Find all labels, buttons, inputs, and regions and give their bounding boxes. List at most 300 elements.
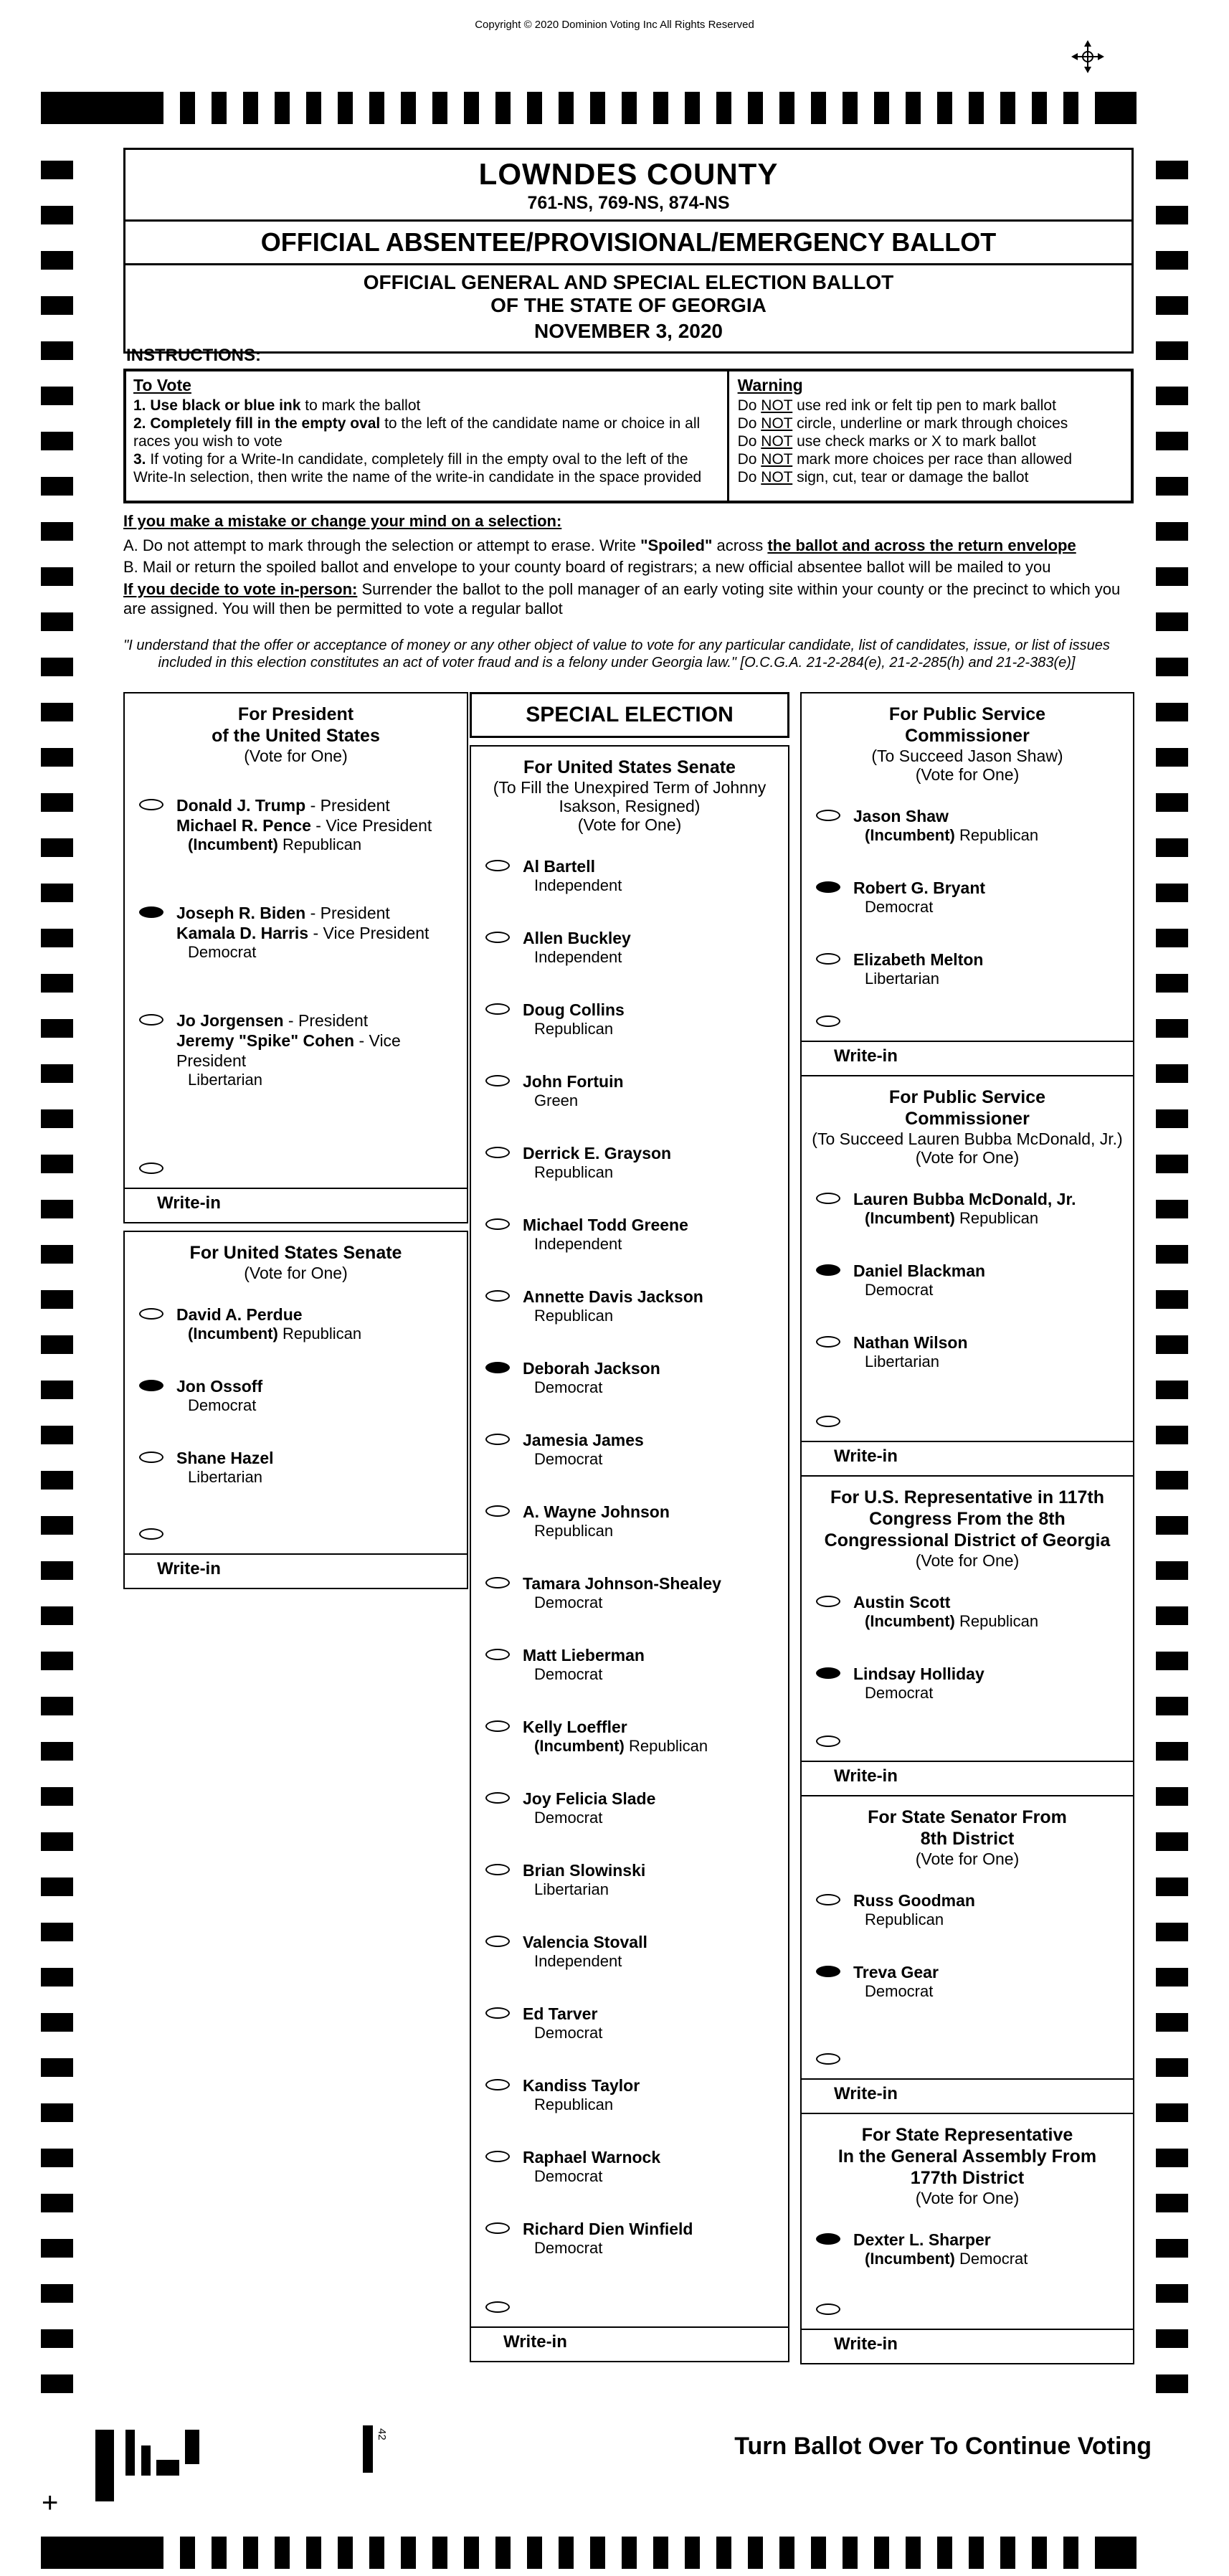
- election-title-line2: OF THE STATE OF GEORGIA: [490, 294, 767, 316]
- timing-mark: [874, 92, 889, 124]
- timing-mark: [1156, 1109, 1188, 1128]
- timing-mark: [41, 2149, 73, 2167]
- contest-title: For President: [237, 704, 354, 724]
- candidate-info: [523, 2219, 784, 2258]
- timing-mark: [41, 387, 73, 405]
- empty-oval[interactable]: [485, 1649, 510, 1660]
- timing-mark: [41, 658, 73, 676]
- write-in-section: [802, 2293, 1133, 2363]
- filled-oval[interactable]: [139, 906, 163, 918]
- candidate-info: [176, 1304, 462, 1343]
- timing-mark: [1156, 206, 1188, 224]
- timing-mark: [1156, 1381, 1188, 1399]
- write-in-oval[interactable]: [816, 2303, 840, 2315]
- candidate-info: [523, 1358, 784, 1397]
- contest-title: For State Representative: [861, 2125, 1073, 2145]
- empty-oval[interactable]: [816, 1193, 840, 1204]
- timing-mark: [1000, 2537, 1015, 2569]
- timing-mark: [779, 2537, 794, 2569]
- contest-title: Commissioner: [905, 726, 1030, 746]
- timing-mark: [622, 92, 637, 124]
- candidate-name: Matt Lieberman: [523, 1646, 645, 1665]
- timing-mark: [41, 1742, 73, 1761]
- timing-mark: [1156, 1245, 1188, 1264]
- timing-mark: [41, 793, 73, 812]
- empty-oval[interactable]: [485, 1075, 510, 1086]
- write-in-section: [802, 1725, 1133, 1795]
- timing-mark: [1063, 92, 1078, 124]
- timing-mark: [41, 296, 73, 315]
- timing-mark: [41, 1652, 73, 1670]
- write-in-section: [471, 2291, 788, 2361]
- candidate-info: [523, 2004, 784, 2042]
- timing-mark: [41, 1832, 73, 1851]
- timing-mark: [1032, 92, 1047, 124]
- candidate-name: Kamala D. Harris - Vice President: [176, 924, 430, 942]
- empty-oval[interactable]: [816, 810, 840, 821]
- timing-mark: [41, 838, 73, 857]
- candidate-info: [523, 1645, 784, 1684]
- warning-item-5: Do NOT sign, cut, tear or damage the ballot: [737, 469, 1029, 486]
- timing-mark: [41, 2103, 73, 2122]
- timing-mark: [843, 2537, 858, 2569]
- election-title-line1: OFFICIAL GENERAL AND SPECIAL ELECTION BALLOT: [363, 271, 894, 293]
- legal-notice: "I understand that the offer or acceptance of money or any other object of value to vote for any particular candidate, list of candidates, issue, or list of issues included in this election constitutes an act of voter fraud and is a felony under Georgia law." [O.C.G.A. 21-2-284(e), 21-2-285(h) and 21-2-383(e)]: [123, 638, 1110, 671]
- contest-title: of the United States: [212, 726, 380, 746]
- timing-mark: [1156, 522, 1188, 541]
- empty-oval[interactable]: [139, 1452, 163, 1463]
- timing-mark: [1156, 1290, 1188, 1309]
- candidate-name: Robert G. Bryant: [853, 879, 986, 897]
- candidate-name: Brian Slowinski: [523, 1861, 646, 1880]
- empty-oval[interactable]: [485, 1003, 510, 1015]
- contest-box: [800, 1475, 1134, 1796]
- contest-title: Congressional District of Georgia: [824, 1530, 1111, 1550]
- empty-oval[interactable]: [485, 1434, 510, 1445]
- candidate-party: Independent: [534, 876, 622, 894]
- turn-ballot-over-text: Turn Ballot Over To Continue Voting: [734, 2433, 1152, 2460]
- contest-title: For Public Service: [888, 1087, 1046, 1107]
- timing-marks-bottom: [41, 2537, 1136, 2569]
- timing-mark: [401, 92, 416, 124]
- empty-oval[interactable]: [485, 1147, 510, 1158]
- empty-oval[interactable]: [485, 1505, 510, 1517]
- empty-oval[interactable]: [816, 1336, 840, 1348]
- timing-mark: [243, 2537, 258, 2569]
- timing-mark: [1032, 2537, 1047, 2569]
- empty-oval[interactable]: [485, 1792, 510, 1804]
- empty-oval[interactable]: [485, 1936, 510, 1947]
- candidate-row: [802, 1946, 1133, 2017]
- empty-oval[interactable]: [485, 1218, 510, 1230]
- timing-mark: [590, 92, 605, 124]
- candidate-party: Democrat: [534, 2167, 603, 2185]
- timing-mark: [369, 92, 384, 124]
- vote-for-instruction: (Vote for One): [244, 747, 348, 765]
- county-name: LOWNDES COUNTY: [478, 157, 779, 191]
- candidate-row: [471, 1772, 788, 1844]
- candidate-row: [802, 1647, 1133, 1719]
- candidate-info: [523, 1215, 784, 1254]
- candidate-party: (Incumbent) Republican: [865, 826, 1039, 844]
- timing-mark: [180, 2537, 195, 2569]
- timing-mark: [969, 92, 984, 124]
- filled-oval[interactable]: [139, 1380, 163, 1391]
- timing-mark: [1156, 793, 1188, 812]
- timing-mark: [1156, 884, 1188, 902]
- candidate-row: [471, 2131, 788, 2202]
- timing-mark: [1156, 612, 1188, 631]
- timing-mark: [1156, 1697, 1188, 1715]
- timing-mark: [243, 92, 258, 124]
- write-in-label: Write-in: [802, 1761, 1133, 1795]
- candidate-party: Republican: [534, 2096, 614, 2113]
- write-in-oval-row: [471, 2291, 788, 2326]
- timing-mark: [685, 2537, 700, 2569]
- mistake-title: If you make a mistake or change your mind on a selection:: [123, 512, 562, 530]
- candidate-row: [125, 879, 467, 986]
- contest-title: For Public Service: [888, 704, 1046, 724]
- special-election-title: SPECIAL ELECTION: [526, 703, 734, 726]
- write-in-oval[interactable]: [816, 1015, 840, 1027]
- timing-mark: [1156, 477, 1188, 496]
- timing-mark: [1095, 92, 1137, 124]
- timing-marks-right: [1156, 161, 1188, 2393]
- timing-mark: [969, 2537, 984, 2569]
- candidate-name: John Fortuin: [523, 1072, 624, 1091]
- timing-mark: [843, 92, 858, 124]
- candidate-name: Ed Tarver: [523, 2004, 598, 2023]
- candidate-name: Jamesia James: [523, 1431, 644, 1449]
- candidate-party: (Incumbent) Republican: [865, 1612, 1039, 1630]
- candidate-info: [523, 1143, 784, 1182]
- timing-mark: [1156, 2194, 1188, 2212]
- candidate-party: Democrat: [865, 1281, 934, 1299]
- candidate-row: [471, 1342, 788, 1414]
- timing-mark: [779, 92, 794, 124]
- contest-title: 177th District: [910, 2168, 1025, 2188]
- filled-oval[interactable]: [485, 1362, 510, 1373]
- candidate-row: [471, 911, 788, 983]
- candidate-name: Tamara Johnson-Shealey: [523, 1574, 721, 1593]
- candidate-row: [125, 986, 467, 1114]
- timing-mark: [1156, 1471, 1188, 1490]
- candidate-info: [853, 878, 1129, 917]
- write-in-section: [802, 1405, 1133, 1475]
- filled-oval[interactable]: [816, 1966, 840, 1977]
- barcode-bar: [125, 2430, 135, 2476]
- timing-mark: [1156, 1742, 1188, 1761]
- candidate-row: [471, 840, 788, 911]
- contest-box: [800, 1075, 1134, 1477]
- timing-mark: [41, 251, 73, 270]
- timing-mark: [653, 92, 668, 124]
- empty-oval[interactable]: [816, 1894, 840, 1905]
- vote-for-instruction: (Vote for One): [915, 1850, 1020, 1868]
- candidate-party: Democrat: [534, 2239, 603, 2257]
- candidate-info: [523, 1789, 784, 1827]
- candidate-row: [471, 1198, 788, 1270]
- timing-mark: [41, 1290, 73, 1309]
- candidate-info: [523, 1287, 784, 1325]
- candidate-party: Republican: [534, 1522, 614, 1540]
- write-in-label: Write-in: [802, 2078, 1133, 2113]
- candidate-party: Democrat: [534, 2024, 603, 2042]
- write-in-oval[interactable]: [139, 1162, 163, 1174]
- timing-mark: [1156, 1155, 1188, 1173]
- timing-mark: [338, 2537, 353, 2569]
- timing-mark: [590, 2537, 605, 2569]
- candidate-info: [853, 1664, 1129, 1703]
- timing-mark: [653, 2537, 668, 2569]
- candidate-info: [176, 1376, 462, 1415]
- vote-for-instruction: (Vote for One): [244, 1264, 348, 1282]
- candidate-party: Democrat: [865, 898, 934, 916]
- candidate-row: [471, 1987, 788, 2059]
- candidate-party: Libertarian: [865, 970, 939, 988]
- candidate-name: Joseph R. Biden - President: [176, 904, 390, 922]
- candidate-row: [802, 1576, 1133, 1647]
- candidate-name: Deborah Jackson: [523, 1359, 660, 1378]
- candidate-info: [853, 1261, 1129, 1299]
- contest-title: 8th District: [920, 1829, 1015, 1849]
- contest-title: In the General Assembly From: [837, 2146, 1097, 2167]
- contest-header: [802, 693, 1133, 790]
- contest-subtitle: Isakson, Resigned): [559, 797, 701, 815]
- candidate-info: [523, 1071, 784, 1110]
- filled-oval[interactable]: [816, 2233, 840, 2245]
- contest-header: [125, 693, 467, 771]
- timing-mark: [559, 2537, 574, 2569]
- to-vote-item-1: 1. Use black or blue ink to mark the ballot: [133, 397, 421, 414]
- timing-mark: [41, 2374, 73, 2393]
- timing-mark: [1156, 748, 1188, 767]
- timing-mark: [1156, 1426, 1188, 1444]
- mistake-item-a: A. Do not attempt to mark through the selection or attempt to erase. Write "Spoiled" across the ballot and across the return envelope: [123, 536, 1076, 554]
- candidate-info: [523, 928, 784, 967]
- instructions-box: [123, 369, 1134, 503]
- timing-mark: [432, 2537, 447, 2569]
- candidate-row: [802, 933, 1133, 1005]
- timing-mark: [1156, 341, 1188, 360]
- candidate-info: [523, 1717, 784, 1756]
- timing-mark: [41, 1426, 73, 1444]
- timing-mark: [748, 2537, 763, 2569]
- timing-mark: [41, 1109, 73, 1128]
- timing-mark: [1156, 1652, 1188, 1670]
- candidate-party: Democrat: [534, 1450, 603, 1468]
- contest-box: [800, 1795, 1134, 2114]
- empty-oval[interactable]: [485, 1290, 510, 1302]
- timing-mark: [495, 2537, 511, 2569]
- empty-oval[interactable]: [139, 1308, 163, 1320]
- contest-header: [802, 2114, 1133, 2213]
- timing-mark: [41, 1787, 73, 1806]
- empty-oval[interactable]: [485, 1864, 510, 1875]
- write-in-oval[interactable]: [485, 2301, 510, 2313]
- candidate-row: [125, 771, 467, 879]
- candidate-info: [176, 1010, 462, 1089]
- empty-oval[interactable]: [485, 1577, 510, 1588]
- candidate-row: [802, 1244, 1133, 1316]
- empty-oval[interactable]: [485, 2222, 510, 2234]
- timing-mark: [1156, 2103, 1188, 2122]
- timing-mark: [1156, 1019, 1188, 1038]
- write-in-oval[interactable]: [816, 2053, 840, 2065]
- candidate-party: (Incumbent) Republican: [188, 835, 362, 853]
- empty-oval[interactable]: [485, 2079, 510, 2090]
- header-divider: [125, 219, 1131, 222]
- contest-column-3: [800, 692, 1134, 2364]
- empty-oval[interactable]: [485, 1720, 510, 1732]
- timing-marks-top: [41, 92, 1136, 124]
- contest-title: For United States Senate: [189, 1243, 402, 1263]
- candidate-name: Doug Collins: [523, 1000, 625, 1019]
- candidate-row: [471, 1916, 788, 1987]
- timing-mark: [401, 2537, 416, 2569]
- candidate-party: Republican: [534, 1163, 614, 1181]
- empty-oval[interactable]: [485, 2007, 510, 2019]
- contest-title: Congress From the 8th: [869, 1509, 1066, 1529]
- candidate-name: Kelly Loeffler: [523, 1718, 627, 1736]
- candidate-info: [523, 2147, 784, 2186]
- timing-mark: [1156, 1877, 1188, 1896]
- write-in-oval[interactable]: [816, 1416, 840, 1427]
- candidate-info: [853, 1592, 1129, 1631]
- empty-oval[interactable]: [816, 953, 840, 965]
- registration-plus-mark: +: [42, 2487, 59, 2519]
- timing-mark: [41, 1381, 73, 1399]
- timing-mark: [464, 92, 479, 124]
- filled-oval[interactable]: [816, 1264, 840, 1276]
- timing-mark: [811, 92, 826, 124]
- filled-oval[interactable]: [816, 1667, 840, 1679]
- timing-mark: [41, 1516, 73, 1535]
- timing-mark: [41, 1877, 73, 1896]
- timing-mark: [41, 2058, 73, 2077]
- filled-oval[interactable]: [816, 881, 840, 893]
- candidate-name: Michael R. Pence - Vice President: [176, 816, 432, 835]
- write-in-oval-row: [802, 1005, 1133, 1041]
- ballot-header: [123, 148, 1134, 354]
- candidate-party: Libertarian: [865, 1353, 939, 1370]
- candidate-row: [802, 2213, 1133, 2285]
- candidate-row: [471, 1485, 788, 1557]
- timing-mark: [41, 1064, 73, 1083]
- in-person-text: Surrender the ballot to the poll manager of an early voting site within your county or the precinct to which you are assigned. You will then be permitted to vote a regular ballot: [123, 580, 1121, 617]
- candidate-info: [523, 856, 784, 895]
- timing-mark: [212, 92, 227, 124]
- candidate-name: Valencia Stovall: [523, 1933, 647, 1951]
- candidate-info: [523, 2075, 784, 2114]
- candidate-name: Jeremy "Spike" Cohen - Vice President: [176, 1031, 401, 1070]
- candidate-info: [176, 1448, 462, 1487]
- timing-mark: [937, 92, 952, 124]
- to-vote-item-2: 2. Completely fill in the empty oval to the left of the candidate name or choice in all races you wish to vote: [133, 415, 701, 450]
- candidate-name: Kandiss Taylor: [523, 2076, 640, 2095]
- timing-mark: [1095, 2537, 1137, 2569]
- candidate-party: Democrat: [865, 1982, 934, 2000]
- timing-mark: [41, 2239, 73, 2258]
- candidate-info: [853, 950, 1129, 988]
- timing-mark: [1156, 567, 1188, 586]
- mistake-item-b: B. Mail or return the spoiled ballot and envelope to your county board of registrars; a new official absentee ballot will be mailed to you: [123, 558, 1051, 576]
- candidate-row: [125, 1360, 467, 1431]
- empty-oval[interactable]: [139, 799, 163, 810]
- timing-mark: [685, 92, 700, 124]
- barcode-bar: [141, 2445, 151, 2476]
- write-in-oval-row: [125, 1517, 467, 1553]
- timing-mark: [906, 92, 921, 124]
- timing-mark: [1156, 1064, 1188, 1083]
- contest-box: [800, 692, 1134, 1076]
- candidate-name: Austin Scott: [853, 1593, 951, 1611]
- candidate-row: [471, 1700, 788, 1772]
- candidate-info: [523, 1000, 784, 1038]
- timing-mark: [1156, 161, 1188, 179]
- empty-oval[interactable]: [816, 1596, 840, 1607]
- write-in-oval[interactable]: [139, 1528, 163, 1540]
- candidate-info: [853, 2230, 1129, 2268]
- sheet-number: 42: [376, 2428, 388, 2440]
- empty-oval[interactable]: [485, 2151, 510, 2162]
- timing-mark: [180, 92, 195, 124]
- write-in-label: Write-in: [125, 1553, 467, 1588]
- timing-mark: [41, 1200, 73, 1218]
- timing-mark: [1156, 929, 1188, 947]
- timing-mark: [41, 974, 73, 993]
- timing-mark: [1156, 2239, 1188, 2258]
- write-in-oval-row: [802, 2293, 1133, 2329]
- candidate-row: [471, 1629, 788, 1700]
- contest-box: [123, 692, 468, 1223]
- candidate-name: Joy Felicia Slade: [523, 1789, 656, 1808]
- write-in-oval-row: [802, 1725, 1133, 1761]
- empty-oval[interactable]: [139, 1014, 163, 1026]
- timing-mark: [41, 2013, 73, 2032]
- vote-for-instruction: (Vote for One): [915, 1551, 1020, 1570]
- contest-title: For United States Senate: [523, 757, 736, 777]
- contest-header: [802, 1076, 1133, 1173]
- timing-mark: [1156, 387, 1188, 405]
- timing-mark: [41, 1245, 73, 1264]
- write-in-label: Write-in: [802, 1441, 1133, 1475]
- write-in-section: [125, 1152, 467, 1222]
- timing-mark: [1156, 1787, 1188, 1806]
- candidate-row: [802, 1874, 1133, 1946]
- timing-mark: [41, 522, 73, 541]
- timing-mark: [1156, 1832, 1188, 1851]
- special-election-header: [470, 692, 789, 738]
- timing-mark: [716, 2537, 731, 2569]
- contest-header: [802, 1796, 1133, 1874]
- timing-mark: [41, 2194, 73, 2212]
- timing-mark: [41, 748, 73, 767]
- candidate-party: Democrat: [534, 1665, 603, 1683]
- timing-mark: [41, 1019, 73, 1038]
- timing-mark: [1156, 251, 1188, 270]
- empty-oval[interactable]: [485, 932, 510, 943]
- timing-mark: [1156, 1968, 1188, 1987]
- empty-oval[interactable]: [485, 860, 510, 871]
- timing-mark: [41, 1335, 73, 1354]
- candidate-name: Dexter L. Sharper: [853, 2230, 991, 2249]
- write-in-oval[interactable]: [816, 1736, 840, 1747]
- candidate-name: Jon Ossoff: [176, 1377, 263, 1396]
- candidate-party: Republican: [534, 1307, 614, 1325]
- timing-mark: [41, 2329, 73, 2348]
- warning-item-1: Do NOT use red ink or felt tip pen to mark ballot: [737, 397, 1056, 414]
